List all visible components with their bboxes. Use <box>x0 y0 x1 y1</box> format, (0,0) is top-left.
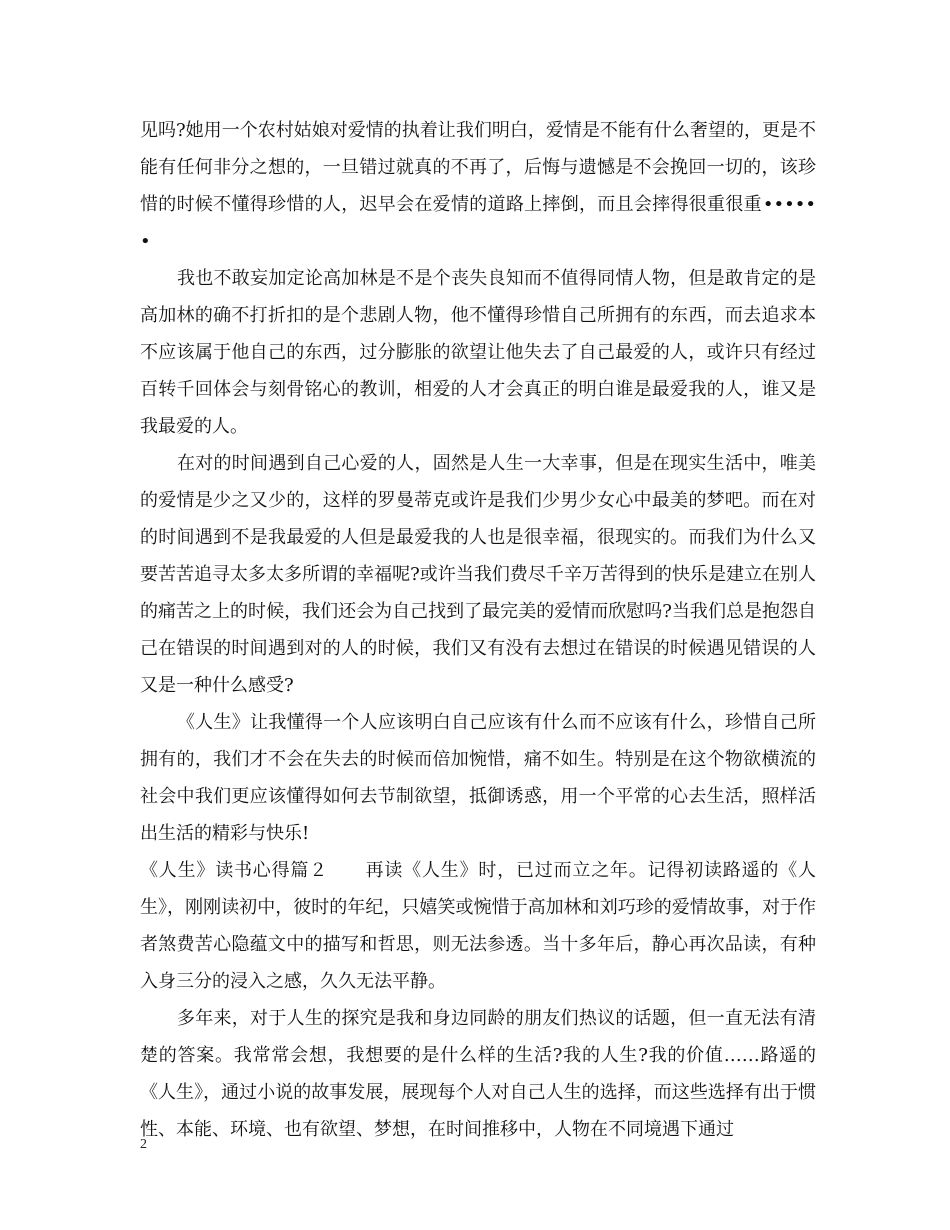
paragraph-2: 我也不敢妄加定论高加林是不是个丧失良知而不值得同情人物，但是敢肯定的是高加林的确不打折扣的是个悲剧人物，他不懂得珍惜自己所拥有的东西，而去追求本不应该属于他自己的东西，过分膨胀的欲望让他失去了自己最爱的人，或许只有经过百转千回体会与刻骨铭心的教训，相爱的人才会真正的明白谁是最爱我的人，谁又是我最爱的人。 <box>140 268 816 437</box>
paragraph-6: 多年来，对于人生的探究是我和身边同龄的朋友们热议的话题，但一直无法有清楚的答案。我常常会想，我想要的是什么样的生活?我的人生?我的价值……路遥的《人生》，通过小说的故事发展，展现每个人对自己人生的选择，而这些选择有出于惯性、本能、环境、也有欲望、梦想，在时间推移中，人物在不同境遇下通过 <box>140 1008 816 1140</box>
paragraph-5-section-heading: 《人生》读书心得篇２ 再读《人生》时，已过而立之年。记得初读路遥的《人生》，刚刚读初中，彼时的年纪，只嬉笑或惋惜于高加林和刘巧珍的爱情故事，对于作者煞费苦心隐蕴文中的描写和哲思，则无法参透。当十多年后，静心再次品读，有种入身三分的浸入之感，久久无法平静。 <box>140 860 816 992</box>
paragraph-4: 《人生》让我懂得一个人应该明白自己应该有什么而不应该有什么，珍惜自己所拥有的，我们才不会在失去的时候而倍加惋惜，痛不如生。特别是在这个物欲横流的社会中我们更应该懂得如何去节制欲望，抵御诱惑，用一个平常的心去生活，照样活出生活的精彩与快乐! <box>140 712 816 844</box>
document-body <box>140 112 816 1148</box>
page-number: 2 <box>140 1137 147 1152</box>
paragraph-3: 在对的时间遇到自己心爱的人，固然是人生一大幸事，但是在现实生活中，唯美的爱情是少之又少的，这样的罗曼蒂克或许是我们少男少女心中最美的梦吧。而在对的时间遇到不是我最爱的人但是最爱我的人也是很幸福，很现实的。而我们为什么又要苦苦追寻太多太多所谓的幸福呢?或许当我们费尽千辛万苦得到的快乐是建立在别人的痛苦之上的时候，我们还会为自己找到了最完美的爱情而欣慰吗?当我们总是抱怨自己在错误的时间遇到对的人的时候，我们又有没有去想过在错误的时候遇见错误的人又是一种什么感受? <box>140 453 816 696</box>
paragraph-1 <box>140 112 816 260</box>
ellipsis-dots: •••••• <box>140 194 816 252</box>
paragraph-1-text: 见吗?她用一个农村姑娘对爱情的执着让我们明白，爱情是不能有什么奢望的，更是不能有任何非分之想的，一旦错过就真的不再了，后悔与遗憾是不会挽回一切的，该珍惜的时候不懂得珍惜的人，迟早会在爱情的道路上摔倒，而且会摔得很重很重 <box>140 120 816 215</box>
